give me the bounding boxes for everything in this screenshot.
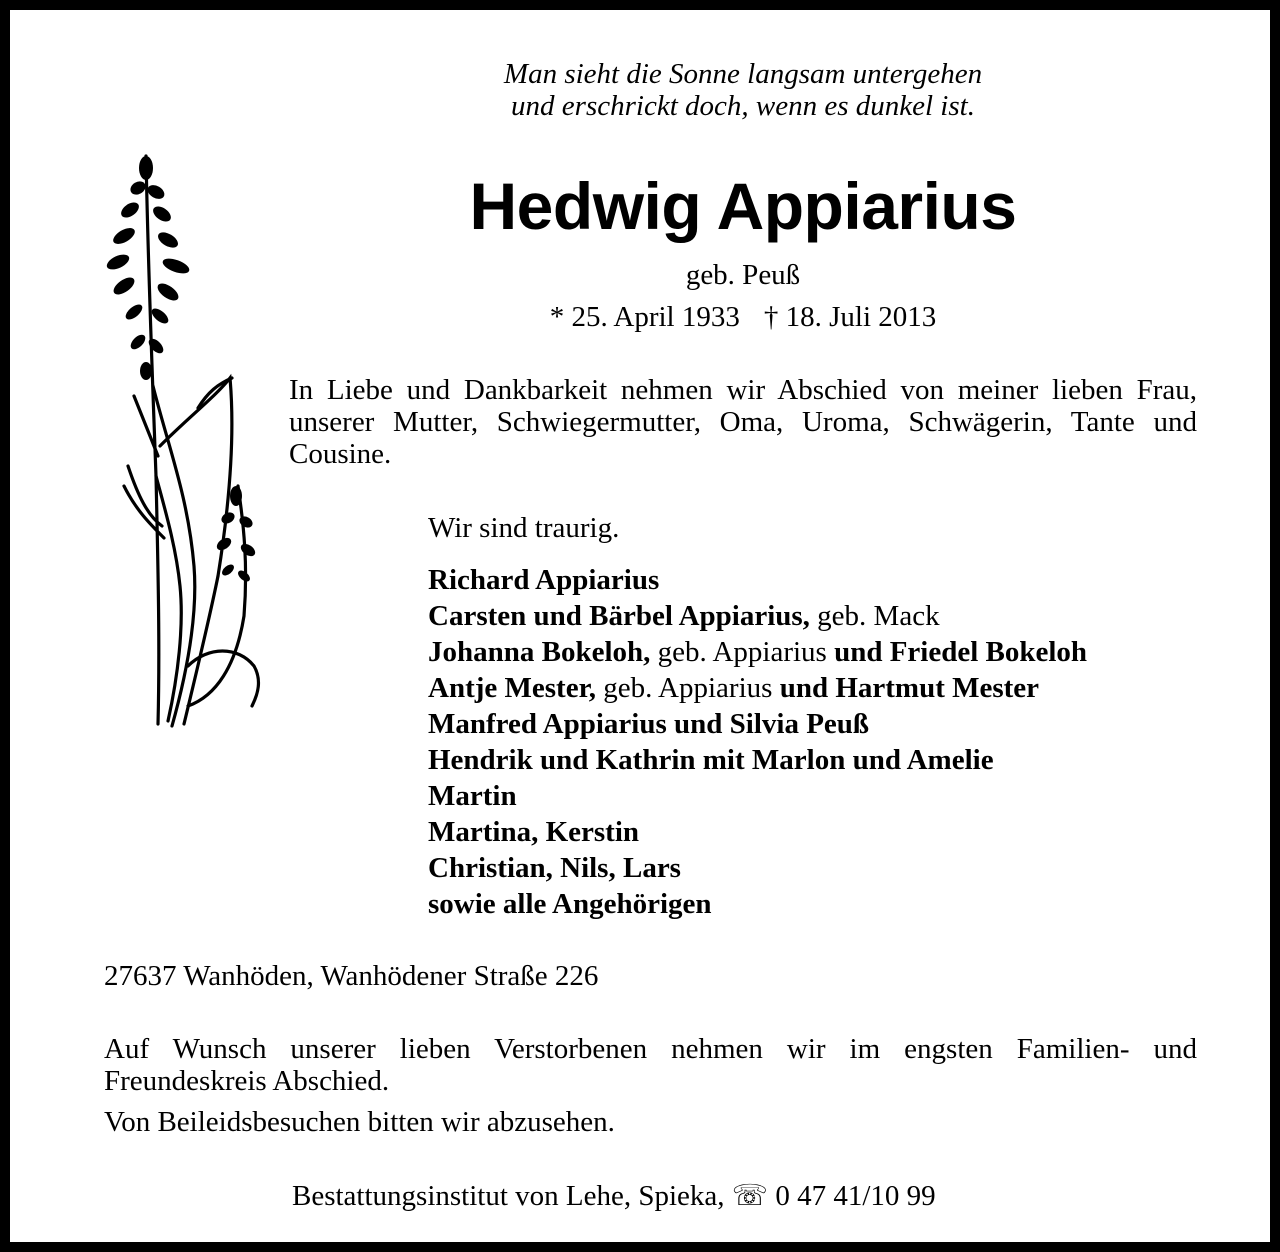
death-date: † 18. Juli 2013 [763, 301, 937, 333]
family-name: Hendrik und Kathrin mit Marlon und Amelie [428, 744, 994, 776]
undertaker-name: Bestattungsinstitut von Lehe, Spieka, [292, 1180, 725, 1212]
family-name: Carsten und Bärbel Appiarius, [428, 600, 810, 632]
family-name-partner: und Hartmut Mester [779, 672, 1040, 704]
mourning-address: 27637 Wanhöden, Wanhödener Straße 226 [104, 960, 599, 992]
family-name: Martin [428, 780, 517, 812]
family-row [428, 562, 1087, 598]
condolence-notice: Von Beileidsbesuchen bitten wir abzusehen. [104, 1106, 615, 1138]
born-name: geb. Peuß [685, 259, 801, 291]
life-dates [310, 300, 1176, 334]
intro-paragraph: In Liebe und Dankbarkeit nehmen wir Abschied von meiner lieben Frau, unserer Mutter, Schwiegermutter, Oma, Uroma, Schwägerin, Tante und Cousine. [289, 374, 1197, 470]
telephone-icon: ☏ [731, 1180, 769, 1212]
family-name: sowie alle Angehörigen [428, 888, 712, 920]
motto-verse [310, 58, 1176, 122]
undertaker-phone: 0 47 41/10 99 [775, 1180, 936, 1212]
undertaker-line [292, 1180, 936, 1212]
family-row [428, 706, 1087, 742]
family-row [428, 598, 1087, 634]
family-list [428, 562, 1087, 922]
birth-date: * 25. April 1933 [549, 301, 740, 333]
grass-illustration [98, 146, 268, 731]
funeral-notice: Auf Wunsch unserer lieben Verstorbenen nehmen wir im engsten Familien- und Freundeskreis Abschied. [104, 1033, 1197, 1097]
family-note: geb. Mack [809, 600, 940, 632]
family-note: geb. Appiarius [596, 672, 780, 704]
family-row [428, 778, 1087, 814]
family-name: Manfred Appiarius und Silvia Peuß [428, 708, 870, 740]
family-name: Richard Appiarius [428, 564, 660, 596]
family-row [428, 634, 1087, 670]
family-row [428, 850, 1087, 886]
motto-line-1: Man sieht die Sonne langsam untergehen [503, 58, 983, 90]
deceased-name: Hedwig Appiarius [469, 169, 1017, 243]
sad-line: Wir sind traurig. [428, 512, 620, 544]
family-row [428, 742, 1087, 778]
family-name: Johanna Bokeloh, [428, 636, 651, 668]
family-name: Martina, Kerstin [428, 816, 640, 848]
family-row [428, 886, 1087, 922]
family-name: Antje Mester, [428, 672, 597, 704]
family-name-partner: und Friedel Bokeloh [834, 636, 1088, 668]
family-row [428, 814, 1087, 850]
family-note: geb. Appiarius [650, 636, 835, 668]
family-row [428, 670, 1087, 706]
family-name: Christian, Nils, Lars [428, 852, 681, 884]
motto-line-2: und erschrickt doch, wenn es dunkel ist. [511, 90, 975, 122]
